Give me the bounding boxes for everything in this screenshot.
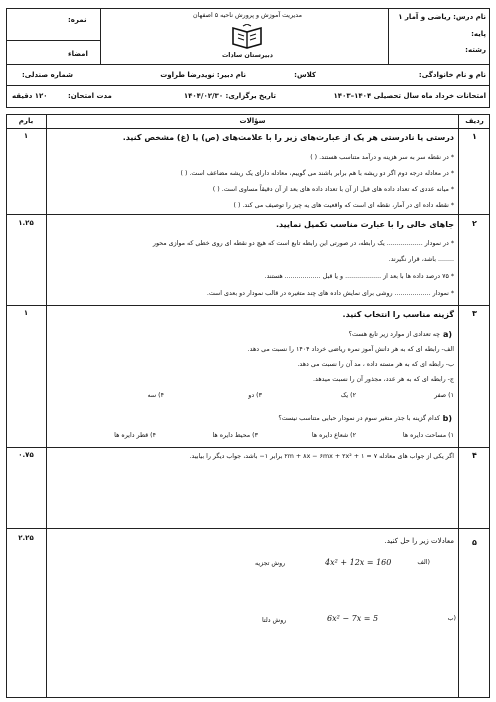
question-3b-option-1: ۱) مساحت دایره ها <box>402 432 454 439</box>
question-3b-option-4: ۴) قطر دایره ها <box>114 432 156 439</box>
school-logo <box>229 24 265 52</box>
student-name-label: نام و نام خانوادگی: <box>418 71 486 79</box>
grade-label: پایه: <box>471 30 486 38</box>
question-3a-option-2: ۲) یک <box>340 392 356 399</box>
field-label: رشته: <box>465 46 486 54</box>
subject-label: نام درس: ریاضی و آمار ۱ <box>398 13 486 21</box>
question-5-title: معادلات زیر را حل کنید. <box>384 537 454 545</box>
question-2-number: ۲ <box>472 219 477 228</box>
duration-label: مدت امتحان: <box>68 92 112 100</box>
question-2-title: جاهای خالی را با عبارت مناسب تکمیل نمایید. <box>275 220 454 229</box>
school-title: مدیریت آموزش و پرورش ناحیه ۵ اصفهان <box>193 12 302 19</box>
column-header-questions: سؤالات <box>239 117 266 125</box>
question-3a-option-1: ۱) صفر <box>434 392 454 399</box>
question-3b-question: کدام گزینه با جذر متغیر سوم در نمودار حبابی متناسب نیست؟ <box>278 415 440 422</box>
question-5-score: ۲.۲۵ <box>18 534 34 542</box>
question-3a-label: a) <box>442 330 452 339</box>
duration-value: ۱۲۰ دقیقه <box>12 92 48 100</box>
question-5a-label: (الف <box>417 559 430 566</box>
question-5b-equation: 6x² − 7x = 5 <box>327 614 379 623</box>
question-1-title: درستی یا نادرستی هر یک از عبارت‌های زیر را با علامت‌های (ص) یا (غ) مشخص کنید. <box>122 133 454 142</box>
question-4-score: ۰.۷۵ <box>18 451 34 459</box>
teacher-label: نام دبیر: نویدرضا طراوت <box>160 71 246 79</box>
question-3-title: گزینه مناسب را انتخاب کنید. <box>342 310 454 319</box>
question-1-line-4: * نقطه داده ای در آمار، نقطه ای است که واقعیت های یه چیز را توصیف می کند. ( ) <box>233 202 454 209</box>
question-5-number: ۵ <box>472 538 477 547</box>
seat-number-label: شماره صندلی: <box>22 71 73 79</box>
question-1-line-1: * در نقطه سر به سر هزینه و درآمد متناسب هستند. ( ) <box>310 154 454 161</box>
question-3-number: ۳ <box>472 309 477 318</box>
school-name: دبیرستان سادات <box>221 52 274 59</box>
question-1-line-3: * میانه عددی که تعداد داده های قبل از آن با تعداد داده های بعد از آن دقیقاً مساوی است. ( ) <box>212 186 454 193</box>
question-3a-line-1: الف- رابطه ای که به هر دانش آموز نمره ریاضی خرداد ۱۴۰۴ را نسبت می دهد. <box>247 346 454 353</box>
question-3a-line-2: ب- رابطه ای که به هر مسته داده ، مد آن را نسبت می دهد. <box>297 361 454 368</box>
question-3a-option-3: ۳) دو <box>248 392 262 399</box>
exam-date: تاریخ برگزاری: ۱۴۰۴/۰۲/۳۰ <box>183 92 276 100</box>
question-2-line-2: ........ باشد، قرار نگیرند. <box>388 256 454 263</box>
question-3b-option-3: ۳) محیط دایره ها <box>212 432 258 439</box>
question-5a-method: روش تجزیه <box>255 560 286 567</box>
question-3b-label: b) <box>442 414 452 423</box>
class-label: کلاس: <box>294 71 316 79</box>
question-3-score: ۱ <box>23 309 29 317</box>
column-header-score: بارم <box>18 117 34 125</box>
question-2-line-1: * در نمودار .................. یک رابطه، در صورتی این رابطه تابع است که هیچ دو نقطه ای روی خطی که موازی محور <box>152 240 454 247</box>
question-5b-label: (ب <box>447 615 456 622</box>
question-2-line-4: * نمودار .................. روشی برای نمایش داده های چند متغیره در قالب نمودار دو بعدی است. <box>206 290 454 297</box>
score-box-label: نمره: <box>68 16 87 24</box>
question-1-number: ۱ <box>472 132 477 141</box>
question-3b-option-2: ۲) شعاع دایره ها <box>311 432 356 439</box>
signature-box-label: امضاء <box>68 50 88 58</box>
question-3a-line-3: ج- رابطه ای که به هر عدد، مجذور آن را نسبت میدهد. <box>313 376 454 383</box>
question-3a-question: چه تعدادی از موارد زیر تابع هست؟ <box>348 331 440 338</box>
question-2-score: ۱.۲۵ <box>18 219 34 227</box>
question-3a-option-4: ۴) سه <box>147 392 164 399</box>
question-4-text: اگر یکی از جواب های معادله ۷ = ۱ + ۲m + ۸x − ۶mx + ۲x² برابر ۱− باشد، جواب دیگر را بیابید. <box>189 453 454 460</box>
question-5a-equation: 4x² + 12x = 160 <box>325 558 392 567</box>
question-1-line-2: * در معادله درجه دوم اگر دو ریشه با هم برابر باشند می گوییم، معادله دارای یک ریشه مضاعف است. ( ) <box>180 170 454 177</box>
question-2-line-3: * ۷۵ درصد داده ها با بعد از .................. و یا قبل .................. هستند. <box>264 273 454 280</box>
question-1-score: ۱ <box>23 132 29 140</box>
exam-title: امتحانات خرداد ماه سال تحصیلی ۱۴۰۴–۱۴۰۳ <box>333 92 486 100</box>
question-4-number: ۴ <box>472 451 477 460</box>
column-header-row: ردیف <box>465 117 484 125</box>
question-5b-method: روش دلتا <box>262 617 287 624</box>
